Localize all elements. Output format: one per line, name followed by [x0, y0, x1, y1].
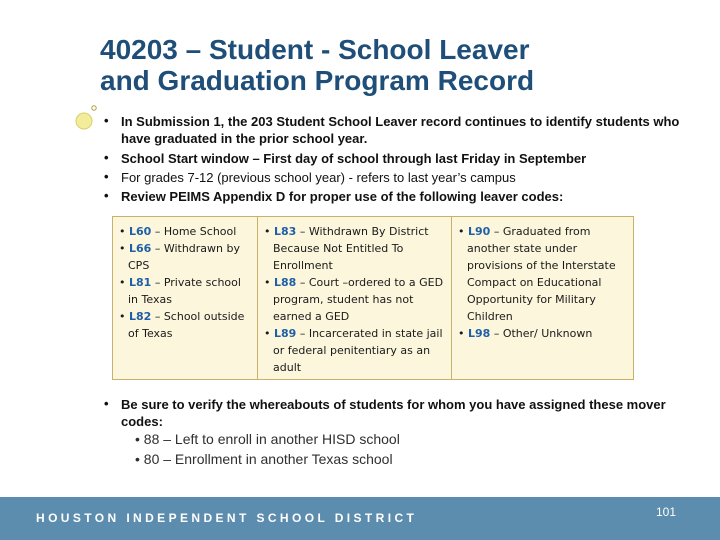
bullet-submission: In Submission 1, the 203 Student School Leaver record continues to identify students who have graduated in the prior school year.	[121, 114, 680, 146]
bullet-marker: •	[104, 188, 109, 203]
bullet-marker: •	[104, 150, 109, 165]
leaver-code-item: • L81 – Private school in Texas	[119, 276, 241, 306]
bullet-start-window: School Start window – First day of school through last Friday in September	[121, 151, 587, 166]
codes-column-1	[119, 223, 253, 342]
bullet-verify: Be sure to verify the whereabouts of students for whom you have assigned these mover codes:	[121, 397, 666, 429]
bullet-review: Review PEIMS Appendix D for proper use of the following leaver codes:	[121, 189, 564, 204]
title-line-2: and Graduation Program Record	[100, 65, 535, 96]
leaver-code-item: • L66 – Withdrawn by CPS	[119, 242, 240, 272]
footer-bar	[0, 497, 720, 540]
page-number: 101	[656, 505, 677, 519]
leaver-code-item: • L83 – Withdrawn By District Because Not Entitled To Enrollment	[264, 225, 429, 272]
mover-code-88: • 88 – Left to enroll in another HISD school	[135, 431, 400, 447]
leaver-code-item: • L90 – Graduated from another state under provisions of the Interstate Compact on Educational Opportunity for Military Children	[458, 225, 616, 323]
bullet-grades: For grades 7-12 (previous school year) - refers to last year’s campus	[121, 170, 516, 185]
bullet-marker: •	[104, 396, 109, 411]
leaver-code-item: • L98 – Other/ Unknown	[458, 327, 593, 340]
page-title	[100, 34, 700, 96]
bullet-marker: •	[104, 113, 109, 128]
column-divider	[257, 217, 258, 379]
bullet-marker: •	[104, 169, 109, 184]
leaver-codes-panel	[112, 216, 634, 380]
title-line-1: 40203 – Student - School Leaver	[100, 34, 530, 65]
leaver-code-item: • L89 – Incarcerated in state jail or federal penitentiary as an adult	[264, 327, 443, 374]
leaver-code-item: • L60 – Home School	[119, 225, 237, 238]
leaver-code-item: • L82 – School outside of Texas	[119, 310, 245, 340]
codes-column-3	[458, 223, 628, 342]
lightbulb-icon	[74, 104, 104, 134]
codes-column-2	[264, 223, 446, 376]
mover-code-80: • 80 – Enrollment in another Texas school	[135, 451, 393, 467]
column-divider	[451, 217, 452, 379]
district-name: HOUSTON INDEPENDENT SCHOOL DISTRICT	[36, 511, 418, 525]
leaver-code-item: • L88 – Court –ordered to a GED program, student has not earned a GED	[264, 276, 444, 323]
